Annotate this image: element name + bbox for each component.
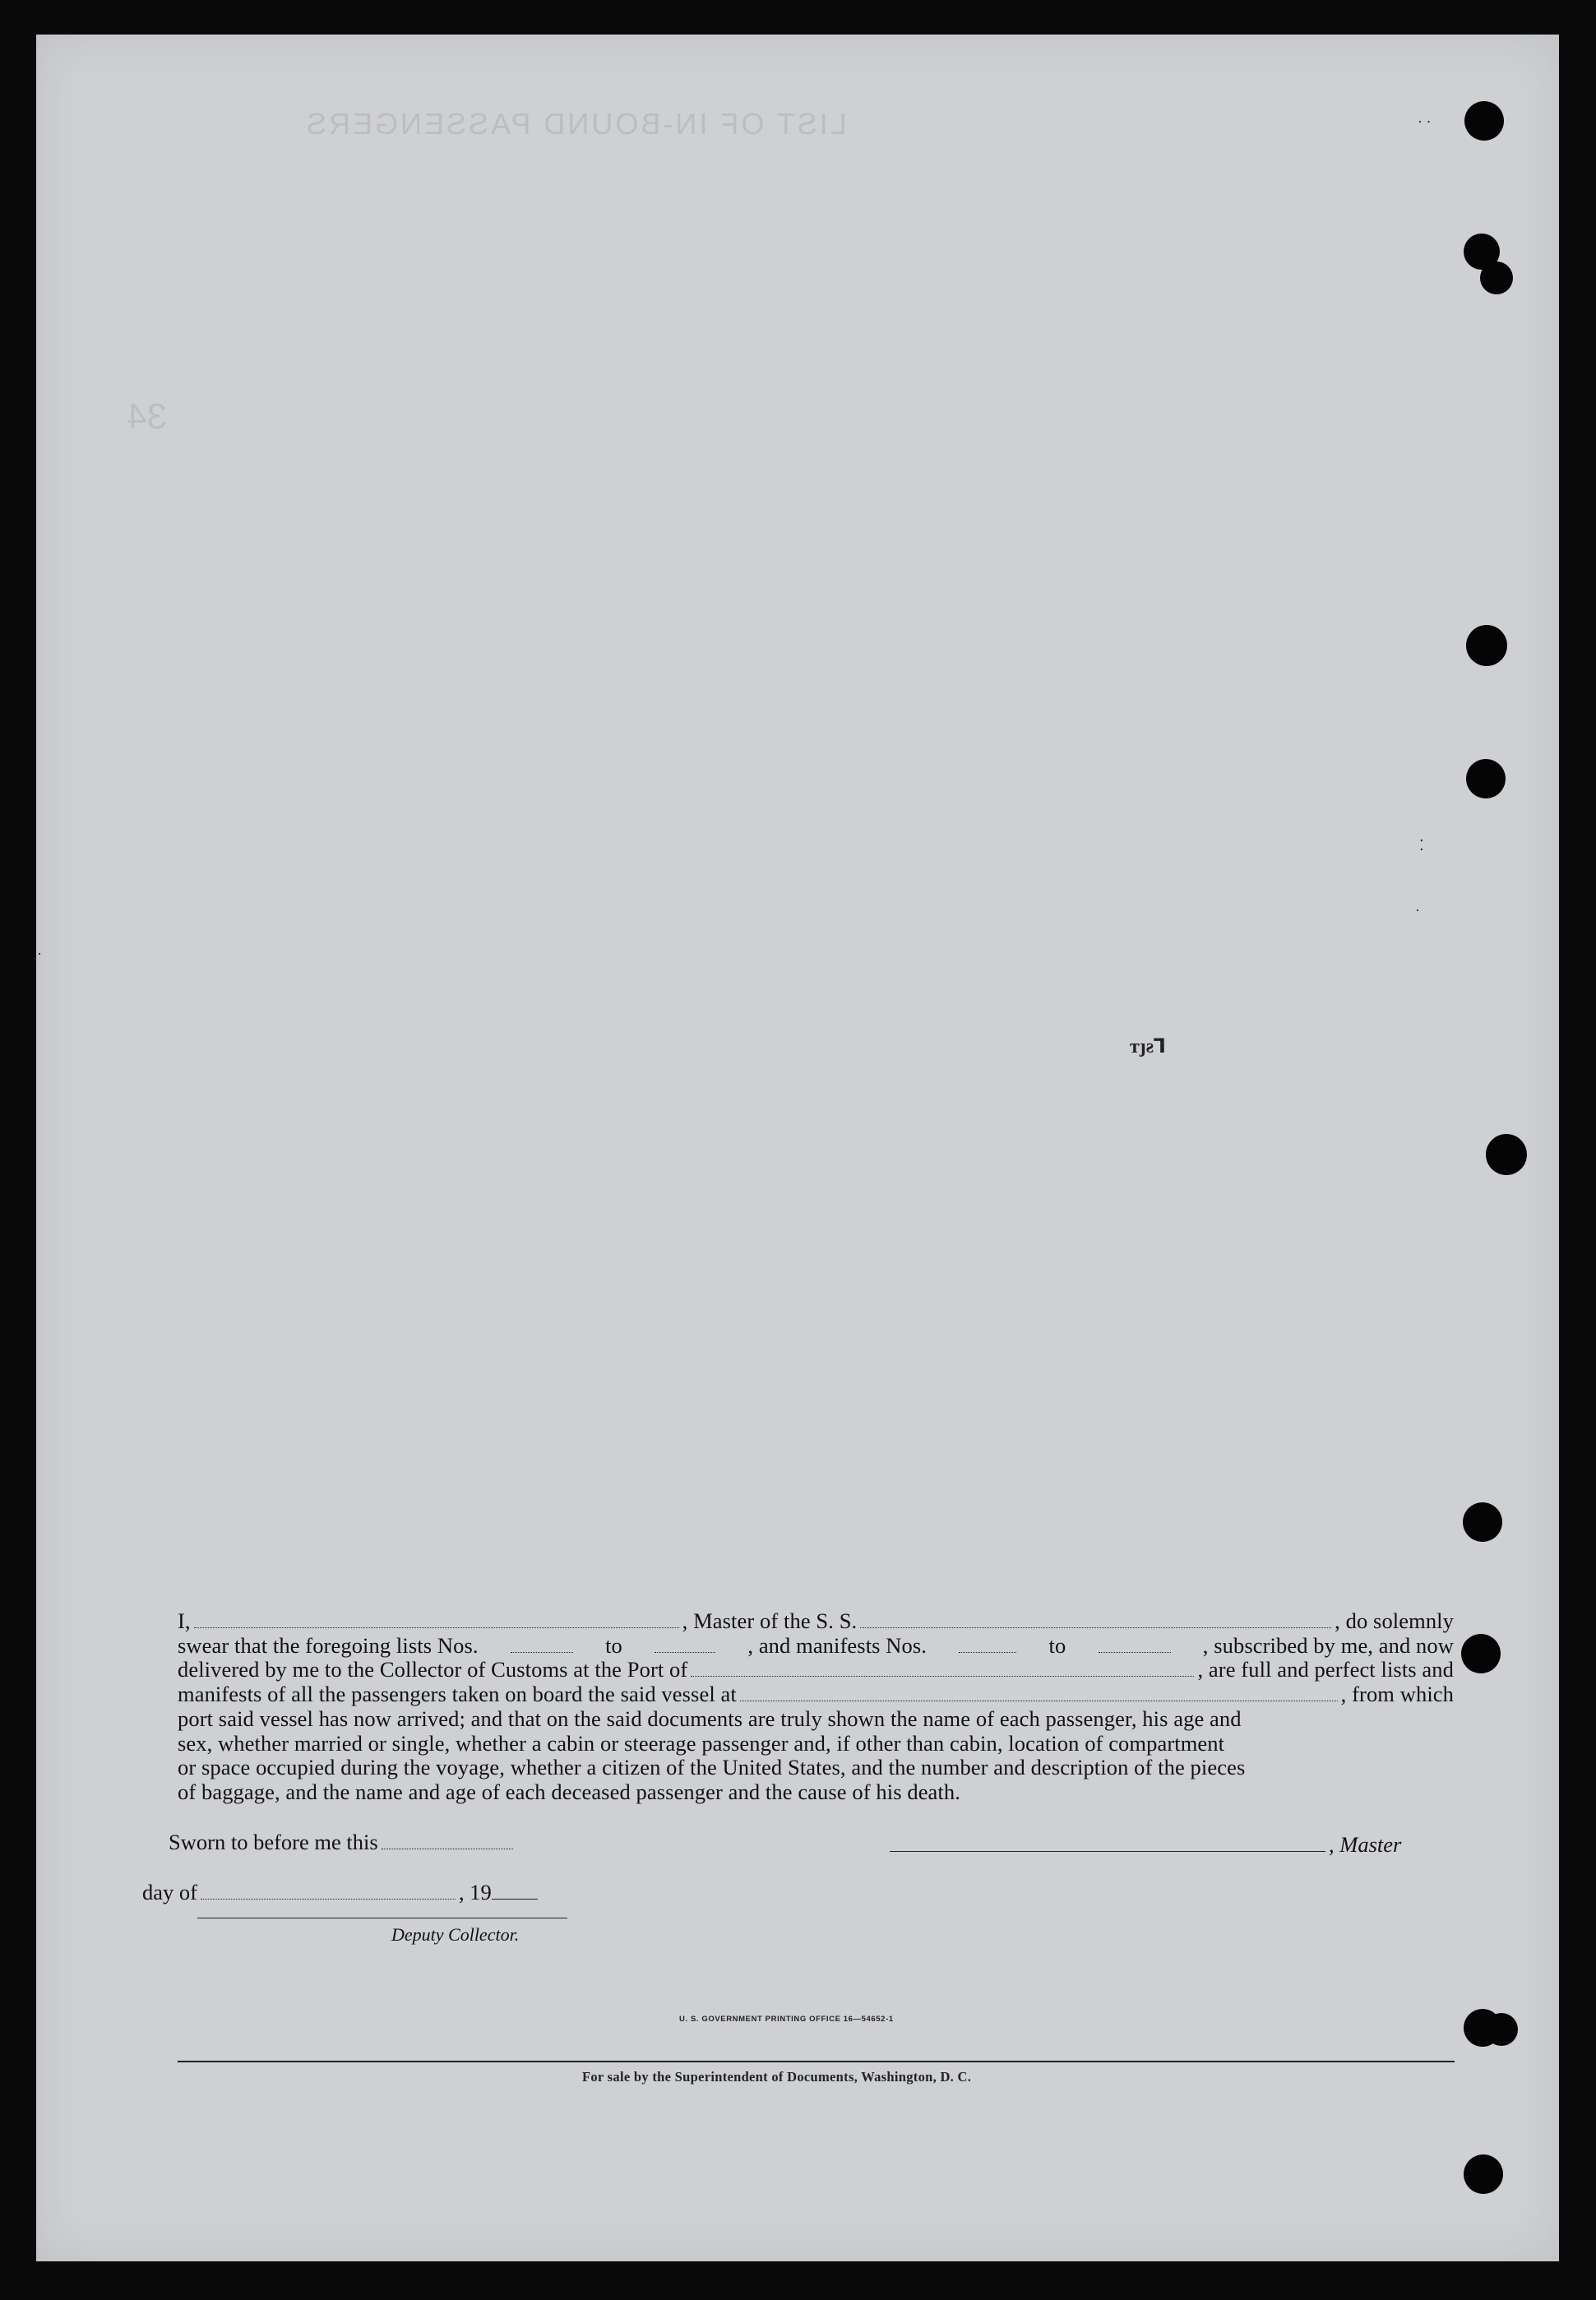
gpo-imprint: U. S. GOVERNMENT PRINTING OFFICE 16—54652-1 xyxy=(679,2015,894,2024)
master-name-field[interactable] xyxy=(194,1627,679,1628)
punch-hole xyxy=(1480,261,1513,294)
embark-port-field[interactable] xyxy=(740,1700,1338,1701)
manifests-to-field[interactable] xyxy=(1099,1651,1171,1653)
vessel-name-field[interactable] xyxy=(860,1627,1331,1628)
oath-manifests-all: manifests of all the passengers taken on board the said vessel at xyxy=(178,1682,737,1707)
day-of-row xyxy=(142,1880,538,1905)
stray-dot: · xyxy=(1415,902,1420,919)
stray-dot: · · xyxy=(1418,113,1432,130)
oath-line-7: or space occupied during the voyage, whether a citizen of the United States, and the number and description of the pieces xyxy=(178,1755,1246,1780)
oath-and-manifests: , and manifests Nos. xyxy=(747,1632,928,1658)
punch-hole xyxy=(1461,1634,1501,1673)
oath-to-2: to xyxy=(1048,1632,1066,1658)
lists-from-field[interactable] xyxy=(511,1651,573,1653)
punch-hole xyxy=(1464,2154,1503,2194)
year-prefix: , 19 xyxy=(458,1880,492,1904)
master-signature-line[interactable] xyxy=(890,1851,1325,1852)
punch-hole xyxy=(1486,1134,1527,1175)
day-of-label: day of xyxy=(142,1880,197,1904)
oath-line-8: of baggage, and the name and age of each deceased passenger and the cause of his death. xyxy=(178,1779,960,1804)
punch-hole xyxy=(1485,2013,1518,2046)
oath-full-perfect: , are full and perfect lists and xyxy=(1197,1657,1454,1682)
master-label: , Master xyxy=(1329,1832,1402,1857)
oath-line-3 xyxy=(178,1658,1454,1682)
punch-hole xyxy=(1466,759,1506,798)
master-signature-row xyxy=(890,1832,1401,1858)
lists-to-field[interactable] xyxy=(655,1651,715,1653)
sale-notice: For sale by the Superintendent of Documents, Washington, D. C. xyxy=(582,2069,972,2085)
oath-from-which: , from which xyxy=(1340,1682,1454,1707)
oath-to-1: to xyxy=(605,1632,622,1658)
oath-line-4 xyxy=(178,1682,1454,1707)
port-field[interactable] xyxy=(691,1675,1194,1677)
oath-master-of: , Master of the S. S. xyxy=(682,1608,858,1633)
bleed-through-title: LIST OF IN-BOUND PASSENGERS xyxy=(304,107,847,141)
bleed-through-number: 34 xyxy=(127,396,167,437)
stray-dot: ‚· xyxy=(32,946,42,962)
stray-dot: ⁚ xyxy=(1419,837,1424,854)
deputy-collector-label: Deputy Collector. xyxy=(391,1924,520,1945)
sworn-row xyxy=(169,1830,516,1855)
sworn-before-label: Sworn to before me this xyxy=(169,1830,378,1854)
oath-subscribed: , subscribed by me, and now xyxy=(1202,1632,1454,1658)
stray-mark: ᴛȷƨ⅂ xyxy=(1130,1036,1165,1057)
year-field[interactable] xyxy=(492,1899,538,1900)
document-page xyxy=(32,35,1559,2261)
manifests-from-field[interactable] xyxy=(959,1651,1016,1653)
oath-i: I, xyxy=(178,1608,191,1633)
footer-rule xyxy=(178,2061,1455,2062)
punch-hole xyxy=(1463,1502,1502,1542)
punch-hole xyxy=(1466,625,1507,666)
oath-paragraph xyxy=(178,1609,1454,1805)
oath-line-1 xyxy=(178,1609,1454,1634)
oath-line-5: port said vessel has now arrived; and that on the said documents are truly shown the name of each passenger, his age and xyxy=(178,1705,1242,1731)
oath-delivered: delivered by me to the Collector of Customs at the Port of xyxy=(178,1657,688,1682)
sworn-day-field[interactable] xyxy=(382,1848,513,1849)
month-field[interactable] xyxy=(201,1898,456,1900)
oath-swear: swear that the foregoing lists Nos. xyxy=(178,1632,479,1658)
oath-do-solemnly: , do solemnly xyxy=(1335,1608,1454,1633)
oath-line-6: sex, whether married or single, whether a cabin or steerage passenger and, if other than cabin, location of compartment xyxy=(178,1730,1225,1756)
punch-hole xyxy=(1464,101,1504,141)
oath-line-2 xyxy=(178,1634,1454,1659)
